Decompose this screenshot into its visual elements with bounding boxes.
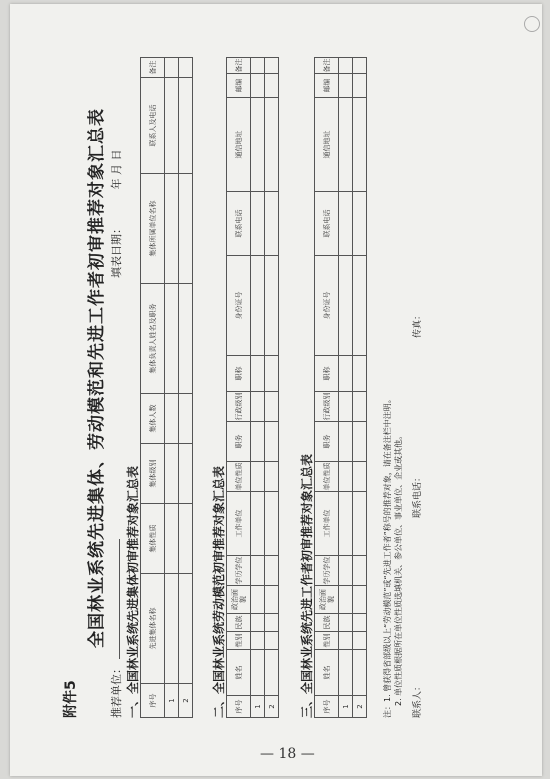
table-cell: [251, 632, 265, 650]
column-header: 职务: [227, 422, 251, 462]
table-cell: [165, 504, 179, 574]
table-cell: [339, 98, 353, 192]
table-cell: [265, 632, 279, 650]
row-number: 2: [265, 696, 279, 718]
table-cell: [353, 632, 367, 650]
column-header: 性别: [315, 632, 339, 650]
table-cell: [353, 614, 367, 632]
table-cell: [339, 556, 353, 586]
table-cell: [353, 650, 367, 696]
table-cell: [265, 422, 279, 462]
table-cell: [339, 492, 353, 556]
table-cell: [353, 356, 367, 392]
column-header: 联系电话: [227, 192, 251, 256]
table-cell: [339, 422, 353, 462]
table-row: [353, 58, 367, 718]
table-cell: [265, 614, 279, 632]
table-cell: [353, 74, 367, 98]
punch-hole-mark: [524, 16, 540, 32]
recommending-unit-field: [108, 540, 124, 719]
row-number: 2: [353, 696, 367, 718]
table-cell: [265, 192, 279, 256]
column-header: 工作单位: [227, 492, 251, 556]
table-cell: [251, 492, 265, 556]
column-header: 序号: [141, 684, 165, 718]
column-header: 通信地址: [227, 98, 251, 192]
table-cell: [339, 650, 353, 696]
table-cell: [251, 74, 265, 98]
table-cell: [339, 462, 353, 492]
table-cell: [179, 504, 193, 574]
table-cell: [265, 256, 279, 356]
table-cell: [265, 556, 279, 586]
table-cell: [265, 392, 279, 422]
table-cell: [265, 98, 279, 192]
column-header: 联系人及电话: [141, 78, 165, 174]
document-title: 全国林业系统先进集体、劳动模范和先进工作者初审推荐对象汇总表: [87, 108, 107, 648]
contact-phone-label: 联系电话：: [413, 472, 423, 518]
column-header: 单位性质: [227, 462, 251, 492]
table-cell: [165, 394, 179, 444]
table-cell: [179, 444, 193, 504]
column-header: 备注: [227, 58, 251, 74]
column-header: 邮编: [227, 74, 251, 98]
column-header: 学历学位: [227, 556, 251, 586]
recommending-unit-blank: [119, 540, 120, 660]
column-header: 单位性质: [315, 462, 339, 492]
table-row: [165, 58, 179, 718]
fax-label: 传真：: [413, 310, 423, 338]
section1-title: 一、全国林业系统先进集体初审推荐对象汇总表: [126, 465, 140, 718]
attachment-label: 附件5: [63, 680, 79, 718]
table-cell: [251, 356, 265, 392]
fill-date-field: [108, 150, 124, 279]
table-cell: [265, 462, 279, 492]
table-cell: [353, 58, 367, 74]
column-header: 工作单位: [315, 492, 339, 556]
table-cell: [339, 392, 353, 422]
advanced-worker-table: [314, 57, 367, 718]
column-header: 先进集体名称: [141, 574, 165, 684]
section3-title: 三、全国林业系统先进工作者初审推荐对象汇总表: [300, 453, 314, 718]
column-header: 职称: [227, 356, 251, 392]
table-cell: [165, 284, 179, 394]
table-cell: [179, 58, 193, 78]
table-cell: [353, 492, 367, 556]
table-cell: [251, 256, 265, 356]
row-number: 1: [251, 696, 265, 718]
table-cell: [353, 586, 367, 614]
table-cell: [339, 74, 353, 98]
header-row: [141, 58, 165, 718]
row-number: 1: [339, 696, 353, 718]
column-header: 序号: [227, 696, 251, 718]
column-header: 学历学位: [315, 556, 339, 586]
table-cell: [179, 574, 193, 684]
column-header: 通信地址: [315, 98, 339, 192]
table-cell: [165, 58, 179, 78]
header-row: [227, 58, 251, 718]
row-number: 2: [179, 684, 193, 718]
column-header: 邮编: [315, 74, 339, 98]
table-cell: [179, 78, 193, 174]
column-header: 联系电话: [315, 192, 339, 256]
table-cell: [353, 392, 367, 422]
notes-block: [382, 395, 404, 718]
collective-table: [140, 57, 193, 718]
column-header: 姓名: [227, 650, 251, 696]
column-header: 政治面貌: [227, 586, 251, 614]
column-header: 姓名: [315, 650, 339, 696]
table-row: [179, 58, 193, 718]
table-cell: [251, 586, 265, 614]
table-cell: [251, 462, 265, 492]
table-cell: [353, 462, 367, 492]
table-cell: [353, 422, 367, 462]
table-cell: [265, 492, 279, 556]
rotated-form: [60, 58, 530, 718]
column-header: 备注: [315, 58, 339, 74]
column-header: 政治面貌: [315, 586, 339, 614]
table-row: [339, 58, 353, 718]
column-header: 集体所属单位名称: [141, 174, 165, 284]
table-cell: [339, 192, 353, 256]
table-cell: [165, 574, 179, 684]
table-cell: [179, 174, 193, 284]
column-header: 民族: [227, 614, 251, 632]
column-header: 行政级别: [227, 392, 251, 422]
table-cell: [353, 98, 367, 192]
note-line-2: 2. 单位性质根据所在单位性质选填机关、参公单位、事业单位、企业或其他。: [394, 431, 403, 706]
recommending-unit-label: 推荐单位：: [110, 663, 123, 718]
section2-title: 二、全国林业系统劳动模范初审推荐对象汇总表: [212, 465, 226, 718]
table-cell: [165, 444, 179, 504]
table-cell: [251, 556, 265, 586]
table-cell: [265, 650, 279, 696]
column-header: 集体人数: [141, 394, 165, 444]
fill-date-label: 填表日期：: [110, 223, 123, 278]
page-number: — 18 —: [260, 746, 315, 762]
fill-date-value: 年 月 日: [110, 149, 123, 190]
table-cell: [165, 174, 179, 284]
table-cell: [339, 256, 353, 356]
column-header: 行政级别: [315, 392, 339, 422]
table-cell: [339, 614, 353, 632]
table-cell: [251, 58, 265, 74]
table-cell: [265, 58, 279, 74]
table-cell: [353, 192, 367, 256]
table-cell: [265, 356, 279, 392]
row-number: 1: [165, 684, 179, 718]
note-line-1: 注：1. 曾获得省部级以上“劳动模范”或“先进工作者”称号的推荐对象，请在备注栏中注明。: [383, 395, 392, 718]
table-cell: [251, 614, 265, 632]
table-cell: [251, 650, 265, 696]
column-header: 集体级别: [141, 444, 165, 504]
table-cell: [251, 192, 265, 256]
column-header: 序号: [315, 696, 339, 718]
table-cell: [265, 586, 279, 614]
table-cell: [339, 632, 353, 650]
table-cell: [265, 74, 279, 98]
table-cell: [179, 284, 193, 394]
column-header: 职称: [315, 356, 339, 392]
table-cell: [339, 586, 353, 614]
column-header: 身份证号: [227, 256, 251, 356]
table-cell: [339, 58, 353, 74]
table-cell: [353, 256, 367, 356]
column-header: 备注: [141, 58, 165, 78]
column-header: 性别: [227, 632, 251, 650]
table-cell: [251, 422, 265, 462]
table-row: [251, 58, 265, 718]
table-cell: [339, 356, 353, 392]
contact-person-label: 联系人：: [413, 681, 423, 718]
table-cell: [251, 392, 265, 422]
table-cell: [353, 556, 367, 586]
column-header: 集体负责人姓名及职务: [141, 284, 165, 394]
header-row: [315, 58, 339, 718]
table-row: [265, 58, 279, 718]
table-cell: [251, 98, 265, 192]
column-header: 身份证号: [315, 256, 339, 356]
column-header: 集体性质: [141, 504, 165, 574]
table-cell: [165, 78, 179, 174]
table-cell: [179, 394, 193, 444]
column-header: 民族: [315, 614, 339, 632]
labor-model-table: [226, 57, 279, 718]
column-header: 职务: [315, 422, 339, 462]
